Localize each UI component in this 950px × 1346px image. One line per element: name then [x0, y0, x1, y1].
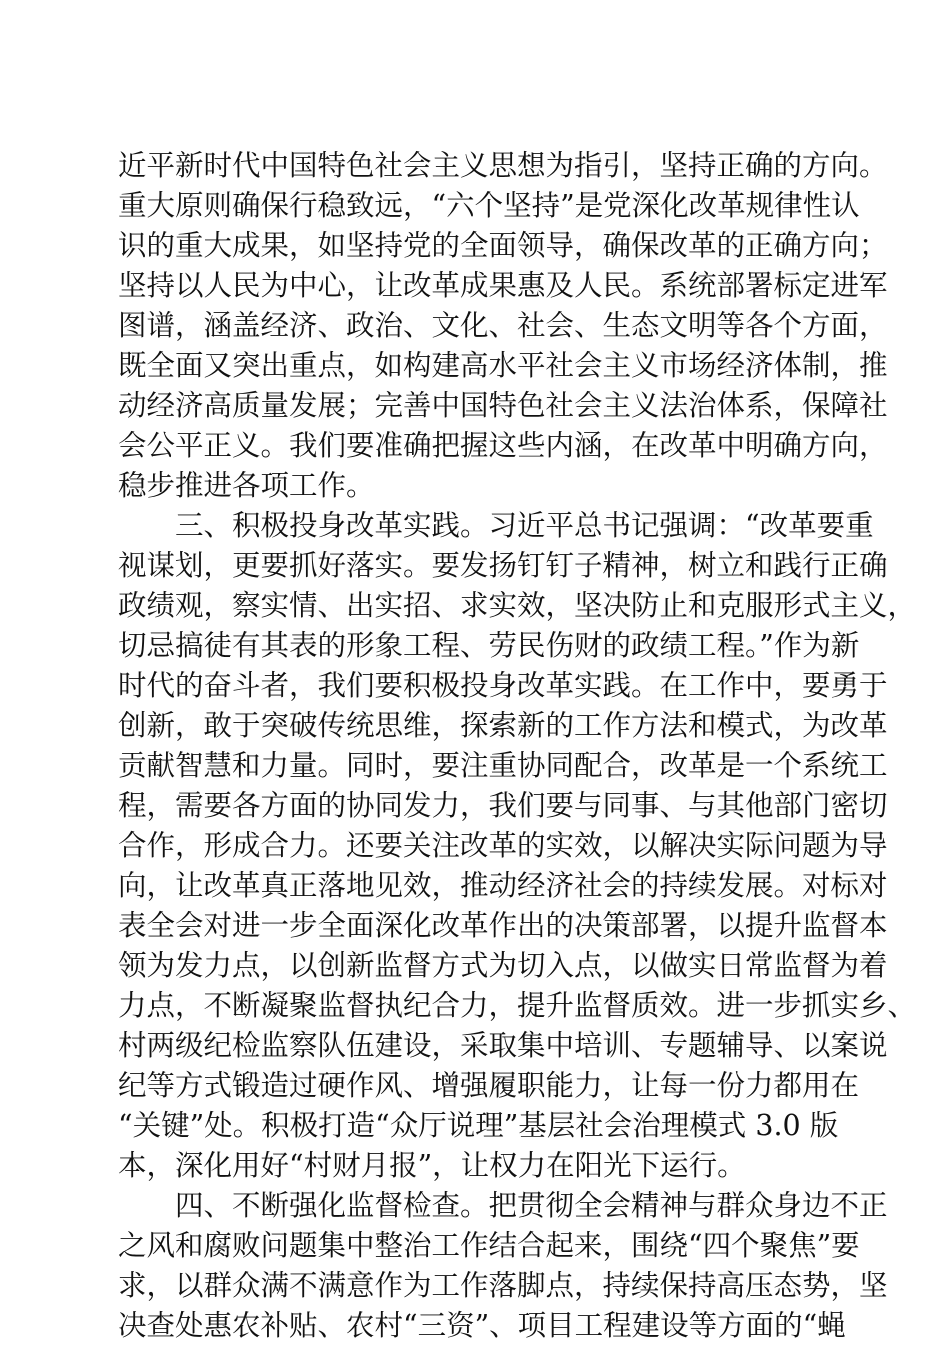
text-line: 领为发力点，以创新监督方式为切入点，以做实日常监督为着 — [118, 949, 888, 982]
text-line: 力点，不断凝聚监督执纪合力，提升监督质效。进一步抓实乡、 — [118, 989, 917, 1022]
text-line: 重大原则确保行稳致远，“六个坚持”是党深化改革规律性认 — [118, 189, 860, 222]
text-line: 切忌搞徒有其表的形象工程、劳民伤财的政绩工程。”作为新 — [118, 629, 860, 662]
text-line: 视谋划，更要抓好落实。要发扬钉钉子精神，树立和践行正确 — [118, 549, 888, 582]
text-line: 程，需要各方面的协同发力，我们要与同事、与其他部门密切 — [118, 789, 888, 822]
text-line: 村两级纪检监察队伍建设，采取集中培训、专题辅导、以案说 — [118, 1029, 888, 1062]
text-line: 识的重大成果，如坚持党的全面领导，确保改革的正确方向； — [118, 229, 888, 262]
text-line: 时代的奋斗者，我们要积极投身改革实践。在工作中，要勇于 — [118, 669, 888, 702]
text-line: 本，深化用好“村财月报”，让权力在阳光下运行。 — [118, 1149, 746, 1182]
text-line: 近平新时代中国特色社会主义思想为指引，坚持正确的方向。 — [118, 149, 888, 182]
text-line: 决查处惠农补贴、农村“三资”、项目工程建设等方面的“蝇 — [118, 1309, 846, 1342]
text-line: 动经济高质量发展；完善中国特色社会主义法治体系，保障社 — [118, 389, 888, 422]
text-line: 创新，敢于突破传统思维，探索新的工作方法和模式，为改革 — [118, 709, 888, 742]
document-body — [118, 146, 917, 1346]
text-line: 纪等方式锻造过硬作风、增强履职能力，让每一份力都用在 — [118, 1069, 860, 1102]
section-three-heading-line: 三、积极投身改革实践。习近平总书记强调：“改革要重 — [118, 509, 874, 542]
text-line: 向，让改革真正落地见效，推动经济社会的持续发展。对标对 — [118, 869, 888, 902]
text-line: 表全会对进一步全面深化改革作出的决策部署，以提升监督本 — [118, 909, 888, 942]
text-line: 会公平正义。我们要准确把握这些内涵，在改革中明确方向， — [118, 429, 888, 462]
text-line: 稳步推进各项工作。 — [118, 469, 375, 502]
text-line: 贡献智慧和力量。同时，要注重协同配合，改革是一个系统工 — [118, 749, 888, 782]
text-line: 之风和腐败问题集中整治工作结合起来，围绕“四个聚焦”要 — [118, 1229, 860, 1262]
text-line: 求，以群众满不满意作为工作落脚点，持续保持高压态势，坚 — [118, 1269, 888, 1302]
text-line: 合作，形成合力。还要关注改革的实效，以解决实际问题为导 — [118, 829, 888, 862]
text-line: “关键”处。积极打造“众厅说理”基层社会治理模式 3.0 版 — [118, 1109, 839, 1142]
text-line: 坚持以人民为中心，让改革成果惠及人民。系统部署标定进军 — [118, 269, 888, 302]
section-four-heading-line: 四、不断强化监督检查。把贯彻全会精神与群众身边不正 — [118, 1189, 888, 1222]
text-line: 图谱，涵盖经济、政治、文化、社会、生态文明等各个方面， — [118, 309, 888, 342]
text-line: 政绩观，察实情、出实招、求实效，坚决防止和克服形式主义， — [118, 589, 917, 622]
text-line: 既全面又突出重点，如构建高水平社会主义市场经济体制，推 — [118, 349, 888, 382]
